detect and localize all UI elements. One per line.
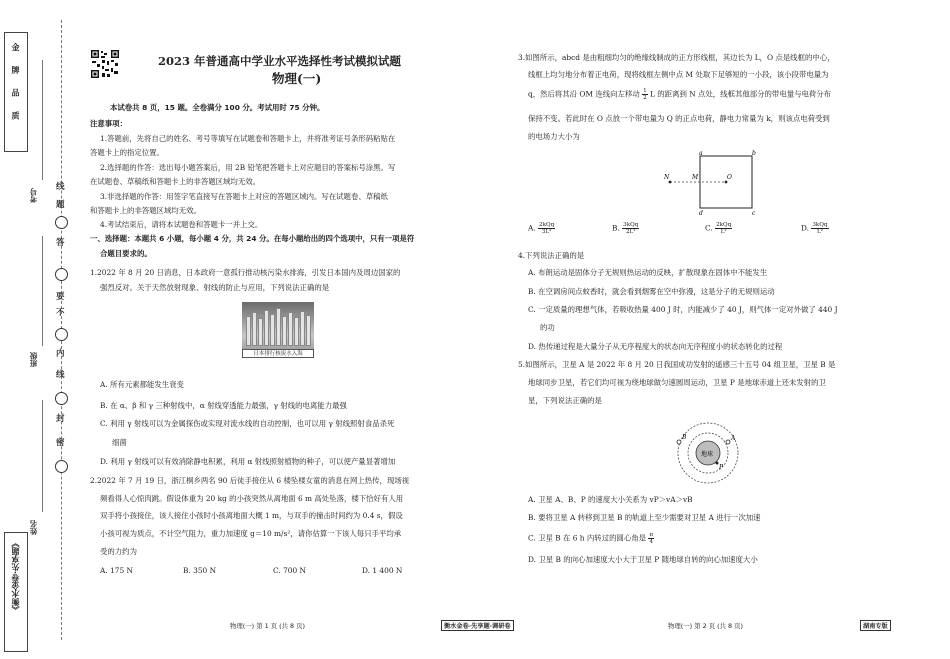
sat-a-label: A bbox=[731, 435, 736, 442]
brand-label: 《衡水金卷·先享题》 bbox=[11, 539, 20, 615]
label-c: c bbox=[752, 210, 756, 217]
punch-circle bbox=[55, 216, 68, 229]
q1-option-a: A. 所有元素都能发生衰变 bbox=[100, 380, 184, 389]
exam-subject: 物理(一) bbox=[272, 71, 322, 86]
q4-option-c-cont: 的功 bbox=[540, 323, 555, 332]
exam-no-label: 考号 bbox=[29, 188, 38, 203]
label-o: O bbox=[727, 174, 732, 181]
section1-heading: 一、选择题：本题共 6 小题，每小题 4 分，共 24 分。在每小题给出的四个选项中，只有一项是符 bbox=[90, 234, 415, 243]
sat-b-label: B bbox=[682, 434, 687, 441]
section1-heading: 合题目要求的。 bbox=[100, 249, 152, 258]
punch-circle bbox=[55, 328, 68, 341]
q5-option-a: A. 卫星 A、B、P 的速度大小关系为 vP＞vA＞vB bbox=[528, 495, 693, 504]
q1-photo-caption: 日本排行核废水入海 bbox=[242, 349, 314, 358]
q2-option-d: D. 1 400 N bbox=[362, 566, 403, 575]
label-n: N bbox=[664, 174, 670, 181]
note-line: 和答题卡上的非答题区域均无效。 bbox=[90, 206, 201, 215]
q1-option-c: C. 利用 γ 射线可以为金属探伤或实现对流水线的自动控制，也可以用 γ 射线照射食品杀死 bbox=[100, 419, 395, 428]
q5-stem: 5.如图所示，卫星 A 是 2022 年 8 月 20 日我国成功发射的遥感三十五号 04 组卫星，卫星 B 是 bbox=[518, 360, 836, 369]
punch-circle bbox=[55, 460, 68, 473]
footer-page-right: 物理(一) 第 2 页 (共 8 页) bbox=[668, 622, 744, 630]
q1-stem: 1.2022 年 8 月 20 日消息，日本政府一意孤行推动核污染水排海，引发日本国内及周边国家的 bbox=[90, 268, 401, 277]
q2-option-c: C. 700 N bbox=[273, 566, 307, 575]
q3-stem: 的电场力大小为 bbox=[528, 132, 580, 141]
q3-stem: 3.如图所示，abcd 是由粗细均匀的绝缘线制成的正方形线框，其边长为 L，O 点是线框的中心， bbox=[518, 53, 835, 62]
q3-option-b: B. $\frac{\text{3kQq}}{\text{2L²}}$ bbox=[612, 222, 639, 235]
punch-circle bbox=[55, 392, 68, 405]
strip-char: 内 bbox=[56, 349, 65, 359]
footer-center-badge: 衡水金卷·先享题·调研卷 bbox=[441, 620, 514, 631]
qr-code-icon bbox=[90, 49, 120, 79]
q1-photo bbox=[242, 302, 314, 358]
name-line bbox=[42, 400, 43, 512]
strip-char: 要 bbox=[56, 292, 65, 302]
q3-stem: 保持不变。若此时在 O 点放一个带电量为 Q 的正点电荷，静电力常量为 k，则该点电荷受到 bbox=[528, 114, 830, 123]
strip-char: 封 bbox=[56, 414, 65, 424]
q2-stem: 2.2022 年 7 月 19 日，浙江桐乡两名 90 后徒手接住从 6 楼坠楼女童的消息在网上热传，现场视 bbox=[90, 476, 410, 485]
name-label: 姓名 bbox=[29, 520, 38, 535]
strip-char: 不 bbox=[56, 308, 65, 318]
q3-stem-part: L 的距离到 N 点处，线框其他部分的带电量与电荷分布 bbox=[650, 89, 832, 99]
q1-stem: 强烈反对。关于天然放射现象、射线的防止与应用，下列说法正确的是 bbox=[100, 283, 330, 292]
class-line bbox=[42, 236, 43, 346]
strip-char: 题 bbox=[56, 200, 65, 210]
q5-stem: 地球同步卫星，若它们均可视为绕地球做匀速圆周运动，卫星 P 是地球赤道上还未发射的卫 bbox=[528, 378, 826, 387]
q3-option-c: C. $\frac{\text{2kQq}}{\text{L²}}$ bbox=[705, 222, 732, 235]
q5-option-b: B. 要将卫星 A 转移到卫星 B 的轨道上至少需要对卫星 A 进行一次加速 bbox=[528, 513, 761, 522]
q3-stem-part: q，然后将其沿 OM 连线向左移动 bbox=[528, 89, 640, 99]
q3-stem bbox=[528, 88, 831, 101]
strip-char: 答 bbox=[56, 238, 65, 248]
q2-stem: 双手将小孩接住，该人接住小孩时小孩离地面大概 1 m，与双手的撞击时间约为 0.4 s，假设 bbox=[100, 511, 403, 520]
q2-stem: 小孩可视为质点，不计空气阻力，重力加速度 g＝10 m/s²，请你估算一下该人每只手平均承 bbox=[100, 529, 402, 538]
strip-char: 线 bbox=[56, 370, 65, 380]
q4-option-d: D. 热传递过程是大量分子从无序程度大的状态向无序程度小的状态转化的过程 bbox=[528, 342, 783, 351]
quality-badge bbox=[4, 32, 28, 152]
label-b: b bbox=[752, 150, 756, 157]
q3-option-a: A. $\frac{\text{2kQq}}{\text{3L²}}$ bbox=[528, 222, 555, 235]
q5-option-c: C. 卫星 B 在 6 h 内转过的圆心角是 $\frac{\pi}{4}$ bbox=[528, 532, 654, 545]
note-line: 4.考试结束后，请将本试题卷和答题卡一并上交。 bbox=[100, 220, 263, 229]
q3-option-d: D. $\frac{\text{3kQq}}{\text{L²}}$ bbox=[801, 222, 828, 235]
note-line: 2.选择题的作答：选出每小题答案后，用 2B 铅笔把答题卡上对应题目的答案标号涂黑。写 bbox=[100, 163, 396, 172]
q1-option-c-cont: 细菌 bbox=[112, 438, 127, 447]
notes-title: 注意事项： bbox=[90, 119, 127, 128]
note-line: 在试题卷、草稿纸和答题卡上的非答题区域均无效。 bbox=[90, 177, 260, 186]
note-line: 答题卡上的指定位置。 bbox=[90, 148, 164, 157]
q1-option-b: B. 在 α、β 和 γ 三种射线中，α 射线穿透能力最强，γ 射线的电离能力最强 bbox=[100, 401, 347, 410]
class-label: 班级 bbox=[29, 352, 38, 367]
label-m: M bbox=[692, 174, 699, 181]
q2-option-b: B. 350 N bbox=[183, 566, 217, 575]
earth-label: 地球 bbox=[701, 451, 714, 458]
exam-summary: 本试卷共 8 页，15 题。全卷满分 100 分。考试用时 75 分钟。 bbox=[110, 103, 325, 112]
quality-label: 金 牌 品 质 bbox=[11, 43, 20, 126]
q2-stem: 受的力约为 bbox=[100, 547, 137, 556]
strip-char: 线 bbox=[56, 182, 65, 192]
q4-option-c: C. 一定质量的理想气体，若吸收热量 400 J 时，内能减少了 40 J，则气体一定对外做了 440 J bbox=[528, 305, 838, 314]
q3-stem: 线框上均匀地分布着正电荷，现将线框左侧中点 M 处取下足够短的一小段，该小段带电量为 bbox=[528, 70, 829, 79]
q4-stem: 4.下列说法正确的是 bbox=[518, 251, 585, 260]
q5-orbit-diagram bbox=[668, 420, 748, 490]
exam-title: 2023 年普通高中学业水平选择性考试模拟试题 bbox=[158, 54, 402, 68]
sat-p-label: P bbox=[719, 464, 724, 471]
q2-option-a: A. 175 N bbox=[100, 566, 133, 575]
q1-option-d: D. 利用 γ 射线可以有效消除静电积累，利用 α 射线照射植物的种子，可以使产量显著增加 bbox=[100, 457, 396, 466]
q2-stem: 频看得人心惊肉跳。假设体重为 20 kg 的小孩突然从离地面 6 m 高处坠落，楼下恰好有人用 bbox=[100, 494, 404, 503]
q3-square-frame-diagram bbox=[655, 148, 755, 218]
q3-fraction: $\frac{1}{2}$ bbox=[643, 88, 647, 101]
q5-stem: 星，下列说法正确的是 bbox=[528, 396, 602, 405]
q4-option-a: A. 布朗运动是固体分子无规则热运动的反映，扩散现象在固体中不能发生 bbox=[528, 268, 768, 277]
q5-option-d: D. 卫星 B 的向心加速度大小大于卫星 P 随地球自转的向心加速度大小 bbox=[528, 555, 758, 564]
brand-badge bbox=[4, 532, 28, 652]
footer-page-left: 物理(一) 第 1 页 (共 8 页) bbox=[230, 622, 306, 630]
label-d: d bbox=[699, 210, 703, 217]
footer-region-badge: 湖南专版 bbox=[860, 620, 891, 631]
strip-char: 密 bbox=[56, 438, 65, 448]
q4-option-b: B. 在空调房间点蚊香时，就会看到烟雾在空中弥漫，这是分子的无规则运动 bbox=[528, 287, 775, 296]
note-line: 3.非选择题的作答：用签字笔直接写在答题卡上对应的答题区域内。写在试题卷、草稿纸 bbox=[100, 192, 388, 201]
note-line: 1.答题前，先将自己的姓名、考号等填写在试题卷和答题卡上，并将准考证号条形码粘贴在 bbox=[100, 134, 396, 143]
label-a: a bbox=[699, 150, 703, 157]
binding-strip bbox=[0, 0, 92, 659]
exam-no-line bbox=[42, 60, 43, 180]
punch-circle bbox=[55, 268, 68, 281]
